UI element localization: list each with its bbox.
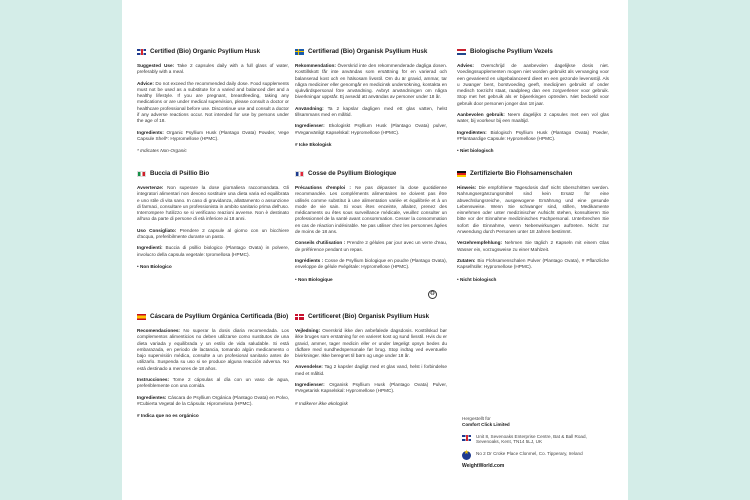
section-en-heading	[137, 48, 289, 55]
section-dk-title: Certificeret (Bio) Organisk Psyllium Husk	[308, 313, 430, 320]
en-ingredients-text: Organic Psyllium Husk (Plantago Ovata) Powder, Vege Capsule Shell*: Hypromellose (HPMC).	[137, 129, 289, 141]
section-fr-title: Cosse de Psyllium Biologique	[308, 170, 397, 177]
nl-advies-label: Advies:	[457, 63, 474, 68]
it-avv-label: Avvertenze:	[137, 185, 164, 190]
section-en	[137, 48, 289, 155]
fr-ingr-label: Ingrédients :	[295, 257, 324, 263]
es-ingr-label: Ingredientes:	[137, 394, 167, 400]
dk-note: # Indikerer ikke økologisk	[295, 400, 348, 406]
section-de-title: Zertifizierte Bio Flohsamenschalen	[470, 170, 573, 177]
recycle-icon: ♻	[429, 291, 436, 297]
dk-ingr-label: Ingredienser:	[295, 382, 325, 388]
section-es-heading	[137, 313, 289, 320]
it-avvertenze	[137, 185, 289, 223]
se-rek-label: Rekommendation:	[295, 63, 336, 68]
flag-es-icon	[137, 314, 146, 320]
flag-nl-icon	[457, 49, 466, 55]
nl-advies	[457, 63, 609, 107]
dk-anvendelse	[295, 364, 447, 377]
en-advice	[137, 81, 289, 125]
fr-cons-text: Prendre 2 gélules par jour avec un verre d'eau, de préférence pendant un repas.	[295, 240, 447, 252]
company-name: Comfort Click Limited	[462, 421, 510, 427]
manufacturer-info	[462, 416, 612, 470]
se-ingr-label: Ingredienser:	[295, 123, 325, 129]
fr-prec-label: Précautions d'emploi :	[295, 185, 351, 190]
section-it-heading	[137, 170, 289, 177]
flag-uk-icon	[137, 49, 146, 55]
de-note: • Nicht biologisch	[457, 276, 497, 282]
nl-aanbevolen	[457, 112, 609, 125]
es-note: # Indica que no es orgánico	[137, 413, 199, 419]
es-ingredientes	[137, 395, 289, 408]
it-uso-text: Prendere 2 capsule al giorno con un bicchiere d'acqua, preferibilmente durante un pasto.	[137, 227, 289, 240]
en-ingredients-label: Ingredients:	[137, 129, 164, 135]
flag-dk-icon	[295, 314, 304, 320]
section-it-title: Buccia di Psillio Bio	[150, 170, 210, 177]
dk-ingredienser	[295, 382, 447, 395]
nl-advies-text: Overschrijd de aanbevolen dagelijkse dosis niet. Voedingssupplementen mogen niet worden gebruikt als vervanging voor een gevarieerd en uitgebalanceerd dieet en een gezonde levensstijl. Als u zwanger bent, borstvoeding geeft, medicijnen gebruikt of onder medisch toezicht staat, raadpleeg dan een zorgverlener voor gebruik. Stop met het gebruik als er bijwerkingen optreden. Niet bedoeld voor gebruik door personen jonger dan 18 jaar.	[457, 63, 609, 106]
en-note: * Indicates Non-Organic	[137, 148, 187, 154]
section-es	[137, 313, 289, 420]
nl-aanb-text: Neem dagelijks 2 capsules met een vol glas water, bij voorkeur bij een maaltijd.	[457, 112, 609, 124]
section-nl-title: Biologische Psyllium Vezels	[470, 48, 553, 55]
section-fr	[295, 170, 447, 283]
fr-ingredients	[295, 258, 447, 271]
section-de	[457, 170, 609, 283]
nl-ingredienten	[457, 130, 609, 143]
en-advice-text: Do not exceed the recommended daily dose. Food supplements must not be used as a substitute for a varied and balanced diet and a healthy lifestyle. If you are pregnant, breastfeeding, taking any medications or are under medical supervision, please consult a doctor or healthcare professional before use. Discontinue use and consult a doctor if any adverse reactions occur. Not intended for use by persons under the age of 18.	[137, 80, 289, 124]
se-anv-label: Användning:	[295, 105, 324, 111]
en-suggested-text: Take 2 capsules daily with a full glass of water, preferably with a meal.	[137, 63, 289, 75]
es-inst-label: Instrucciones:	[137, 377, 170, 383]
eu-flag-icon	[462, 451, 471, 460]
se-anvandning	[295, 106, 447, 119]
fr-cons-label: Conseils d'utilisation :	[295, 240, 346, 246]
fr-conseils	[295, 240, 447, 253]
it-note: • Non Biologico	[137, 263, 172, 269]
se-rek-text: Överskrid inte den rekommenderade dagliga dosen. Kosttillskott får inte användas som ersättning för en varierad och balanserad kost och en hälsosam livsstil. Om du är gravid, ammar, tar några mediciner eller genomgår en medicinsk undersökning, kontakta en sjukvårdspersonal före användning. Avbryt användningen om några biverkningar uppstår. Ej avsedd att användas av personer under 18 år.	[295, 63, 447, 100]
section-se-title: Certifierad (Bio) Organisk Psyllium Husk	[308, 48, 428, 55]
de-zutaten	[457, 258, 609, 271]
it-avv-text: Non superare la dose giornaliera raccomandata. Gli integratori alimentari non devono sostituire una dieta varia ed equilibrata e uno stile di vita sano. In caso di gravidanza, allattamento o assunzione di farmaci, consultare un professionista in ambito sanitario prima dell'uso. Interrompere l'utilizzo se si verificano reazioni avverse. Non è destinato all'uso da parte di persone di età inferiore ai 18 anni.	[137, 185, 290, 222]
es-ingr-text: Cáscara de Psyllium Orgánica (Plantago Ovata) en Polvo, #Cubierta Vegetal de la Cápsula: Hipromelosa (HPMC).	[137, 394, 289, 406]
section-fr-heading	[295, 170, 447, 177]
ie-address-block	[462, 451, 612, 460]
de-hin-text: Die empfohlene Tagesdosis darf nicht überschritten werden. Nahrungsergänzungsmittel sind kein Ersatz für eine abwechslungsreiche, ausgewogene Ernährung und eine gesunde Lebensweise. Wenn Sie schwanger sind, stillen, Medikamente einnehmen oder unter medizinischer Aufsicht stehen, konsultieren Sie bitte vor der Einnahme medizinisches Fachpersonal. Unterbrechen Sie sofort die Einnahme, wenn Nebenwirkungen auftreten. Nicht zur Anwendung durch Personen unter 18 Jahren bestimmt.	[457, 185, 609, 235]
de-verz-label: Verzehrempfehlung:	[457, 240, 503, 246]
es-rec-text: No superar la dosis diaria recomendada. Los complementos alimenticios no deben utilizarse como sustitutos de una dieta variada y equilibrada y un estilo de vida saludable. Si está embarazada, en periodo de lactancia, tomando algún medicamento o bajo supervisión médica, consulte a un profesional sanitario antes de utilizarlo. Suspenda su uso si se produce alguna reacción adversa. No está destinado a menores de 18 años.	[137, 328, 290, 371]
se-ingr-text: Ekologiskt Psyllium Husk (Plantago Ovata) pulver, #Veganvänligt Kapselskal: Hypromellose (HPMC).	[295, 123, 448, 135]
fr-note: • Non Biologique	[295, 276, 333, 282]
fr-prec-text: Ne pas dépasser la dose quotidienne recommandée. Les compléments alimentaires ne doivent pas être utilisés comme substitut à une alimentation variée et équilibrée et à un mode de vie sain. Si vous êtes enceinte, allaitez, prenez des médicaments ou êtes sous surveillance médicale, veuillez consulter un professionnel de la santé avant consommation. Cesser la consommation en cas de réaction indésirable. Ne pas utiliser chez les personnes âgées de moins de 18 ans.	[295, 185, 447, 235]
en-ingredients	[137, 130, 289, 143]
section-nl-heading	[457, 48, 609, 55]
fr-precautions	[295, 185, 447, 235]
es-rec-label: Recomendaciones:	[137, 328, 180, 333]
se-ingredienser	[295, 123, 447, 136]
es-instrucciones	[137, 377, 289, 390]
section-es-title: Cáscara de Psyllium Orgánica Certificada (Bio)	[150, 313, 289, 320]
section-dk-heading	[295, 313, 447, 320]
section-dk	[295, 313, 447, 407]
section-se	[295, 48, 447, 148]
it-ingredienti	[137, 245, 289, 258]
fr-ingr-text: Cosse de Psyllium biologique en poudre (Plantago Ovata), enveloppe de gélule #végétale: Hypromellose (HPMC).	[295, 257, 447, 270]
en-suggested-label: Suggested Use:	[137, 63, 175, 68]
it-ingr-label: Ingredienti:	[137, 245, 163, 251]
section-de-heading	[457, 170, 609, 177]
it-uso-label: Uso Consigliato:	[137, 227, 177, 233]
dk-adv-text: Overskrid ikke den anbefalede dagsdosis. Kosttilskud bør ikke bruges som erstatning for en varieret kost og sund livsstil. Hvis du er gravid, ammer, tager medicin eller er under lægeligt opsyn bedes du rådføre med sundhedspersonale før brug. Stop indtag ved eventuelle bivirkninger. Ikke beregnet til børn og unge under 18 år.	[295, 328, 447, 359]
label-sheet	[122, 0, 628, 500]
flag-uk-icon	[462, 435, 471, 441]
se-note: # Icke Ekologisk	[295, 141, 332, 147]
flag-de-icon	[457, 171, 466, 177]
dk-anv-label: Anvendelse:	[295, 364, 323, 370]
de-verz-text: Nehmen Sie täglich 2 Kapseln mit einem Glas Wasser ein, vorzugsweise zu einer Mahlzeit.	[457, 240, 609, 252]
uk-address: Unit 8, Sevenoaks Enterprise Centre, Bat & Ball Road, Sevenoaks, Kent, TN14 5LJ, UK	[476, 433, 587, 445]
nl-note: • Niet biologisch	[457, 148, 494, 154]
flag-se-icon	[295, 49, 304, 55]
de-zut-label: Zutaten:	[457, 257, 476, 263]
ie-address: No 2 Dr Croke Place Clonmel, Co. Tipperary, Ireland	[476, 451, 583, 457]
es-recomendaciones	[137, 328, 289, 372]
dk-anv-text: Tag 2 kapsler dagligt med et glas vand, helst i forbindelse med et måltid.	[295, 364, 447, 376]
nl-aanb-label: Aanbevolen gebruik:	[457, 112, 505, 118]
uk-address-block	[462, 434, 612, 446]
se-anv-text: Ta 2 kapslar dagligen med ett glas vatten, helst tillsammans med en måltid.	[295, 105, 448, 118]
de-hinweis	[457, 185, 609, 235]
it-ingr-text: Buccia di psillio biologico (Plantago Ovata) in polvere, involucro della capsula vegetale: Ipromellosa (HPMC).	[137, 245, 289, 257]
section-it	[137, 170, 289, 270]
it-uso	[137, 228, 289, 241]
section-en-title: Certified (Bio) Organic Psyllium Husk	[150, 48, 261, 55]
dk-adv-label: Vejledning:	[295, 328, 321, 333]
en-advice-label: Advice:	[137, 80, 154, 86]
flag-fr-icon	[295, 171, 304, 177]
dk-ingr-text: Organisk Psyllium Husk (Plantago Ovata) Pulver, #Vegetarisk Kapselskal: Hypromellose (HPMC).	[295, 382, 447, 394]
en-suggested-use	[137, 63, 289, 76]
nl-ingr-text: Biologisch Psyllium Husk (Plantago Ovata) Poeder, #Plantaardige Capsule: Hypromellose (HPMC).	[457, 129, 609, 141]
website: WeightWorld.com	[462, 463, 505, 470]
flag-it-icon	[137, 171, 146, 177]
nl-ingr-label: Ingrediënten:	[457, 129, 487, 135]
es-inst-text: Tome 2 cápsulas al día con un vaso de agua, preferiblemente con una comida.	[137, 377, 289, 389]
de-hin-label: Hinweis:	[457, 185, 477, 190]
section-se-heading	[295, 48, 447, 55]
de-zut-text: Bio Flohsamenschalen Pulver (Plantago Ovata), # Pflanzliche Kapselhülle: Hypromellose (HPMC).	[457, 257, 609, 270]
de-verzehr	[457, 240, 609, 253]
se-rekommendation	[295, 63, 447, 101]
section-nl	[457, 48, 609, 155]
made-for-label: Hergestellt für	[462, 416, 491, 421]
dk-vejledning	[295, 328, 447, 359]
